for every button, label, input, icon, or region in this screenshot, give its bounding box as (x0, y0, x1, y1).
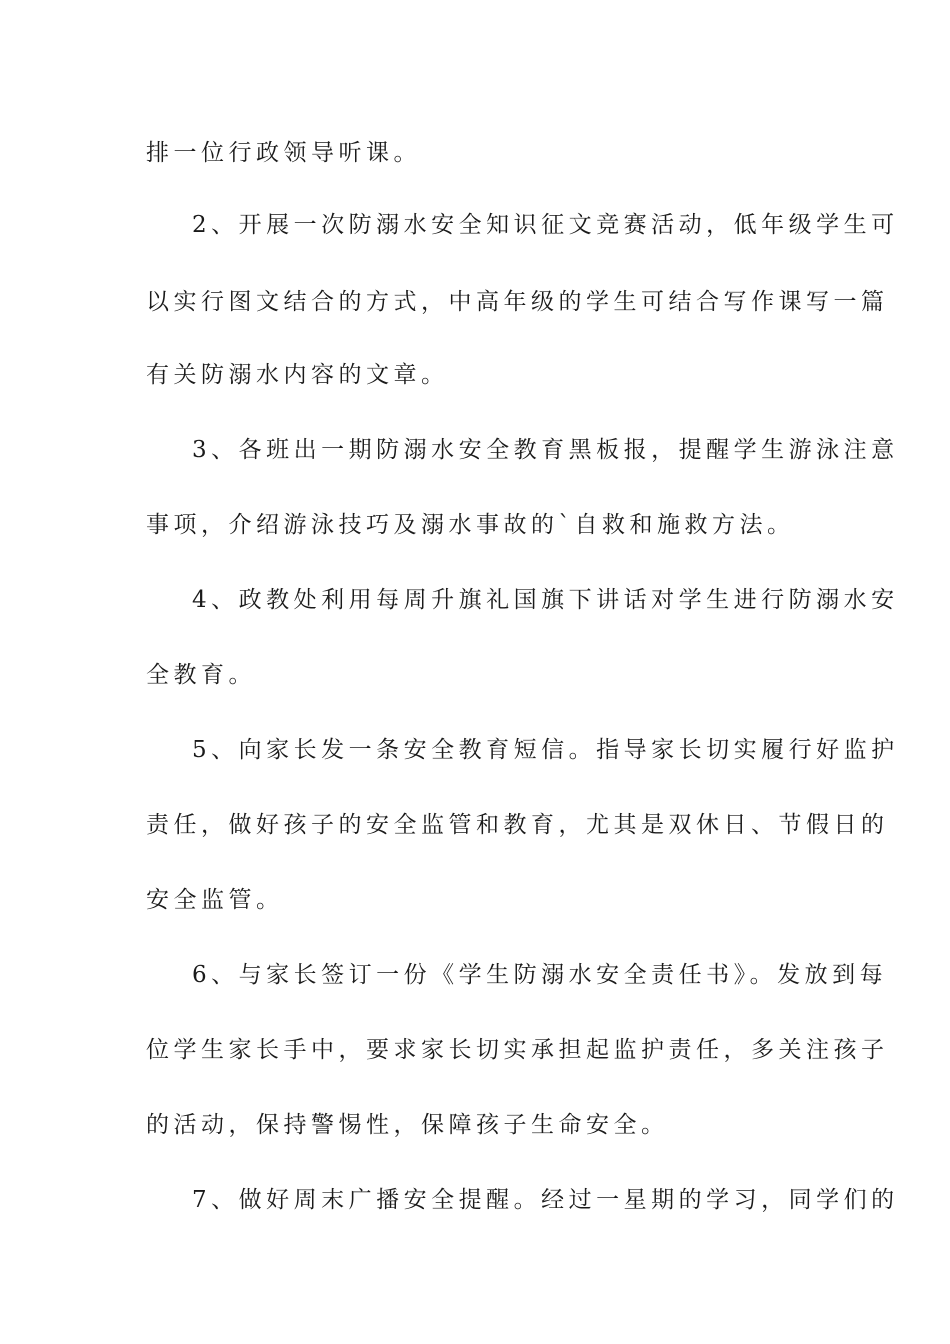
paragraph-5-line-3: 安全监管。 (146, 887, 284, 913)
paragraph-2-line-2: 以实行图文结合的方式，中高年级的学生可结合写作课写一篇 (146, 289, 889, 315)
text-line: 排一位行政领导听课。 (146, 140, 421, 166)
paragraph-3-line-1: 3、各班出一期防溺水安全教育黑板报，提醒学生游泳注意 (192, 437, 899, 463)
paragraph-6-line-2: 位学生家长手中，要求家长切实承担起监护责任，多关注孩子 (146, 1037, 889, 1063)
paragraph-6-line-3: 的活动，保持警惕性，保障孩子生命安全。 (146, 1112, 669, 1138)
paragraph-4-line-2: 全教育。 (146, 662, 256, 688)
paragraph-3-line-2: 事项，介绍游泳技巧及溺水事故的`自救和施救方法。 (146, 512, 795, 538)
paragraph-2-line-1: 2、开展一次防溺水安全知识征文竞赛活动，低年级学生可 (192, 212, 899, 238)
paragraph-4-line-1: 4、政教处利用每周升旗礼国旗下讲话对学生进行防溺水安 (192, 587, 899, 613)
paragraph-5-line-2: 责任，做好孩子的安全监管和教育，尤其是双休日、节假日的 (146, 812, 889, 838)
paragraph-2-line-3: 有关防溺水内容的文章。 (146, 362, 449, 388)
paragraph-6-line-1: 6、与家长签订一份《学生防溺水安全责任书》。发放到每 (192, 962, 888, 988)
paragraph-5-line-1: 5、向家长发一条安全教育短信。指导家长切实履行好监护 (192, 737, 899, 763)
paragraph-7-line-1: 7、做好周末广播安全提醒。经过一星期的学习，同学们的 (192, 1187, 899, 1213)
